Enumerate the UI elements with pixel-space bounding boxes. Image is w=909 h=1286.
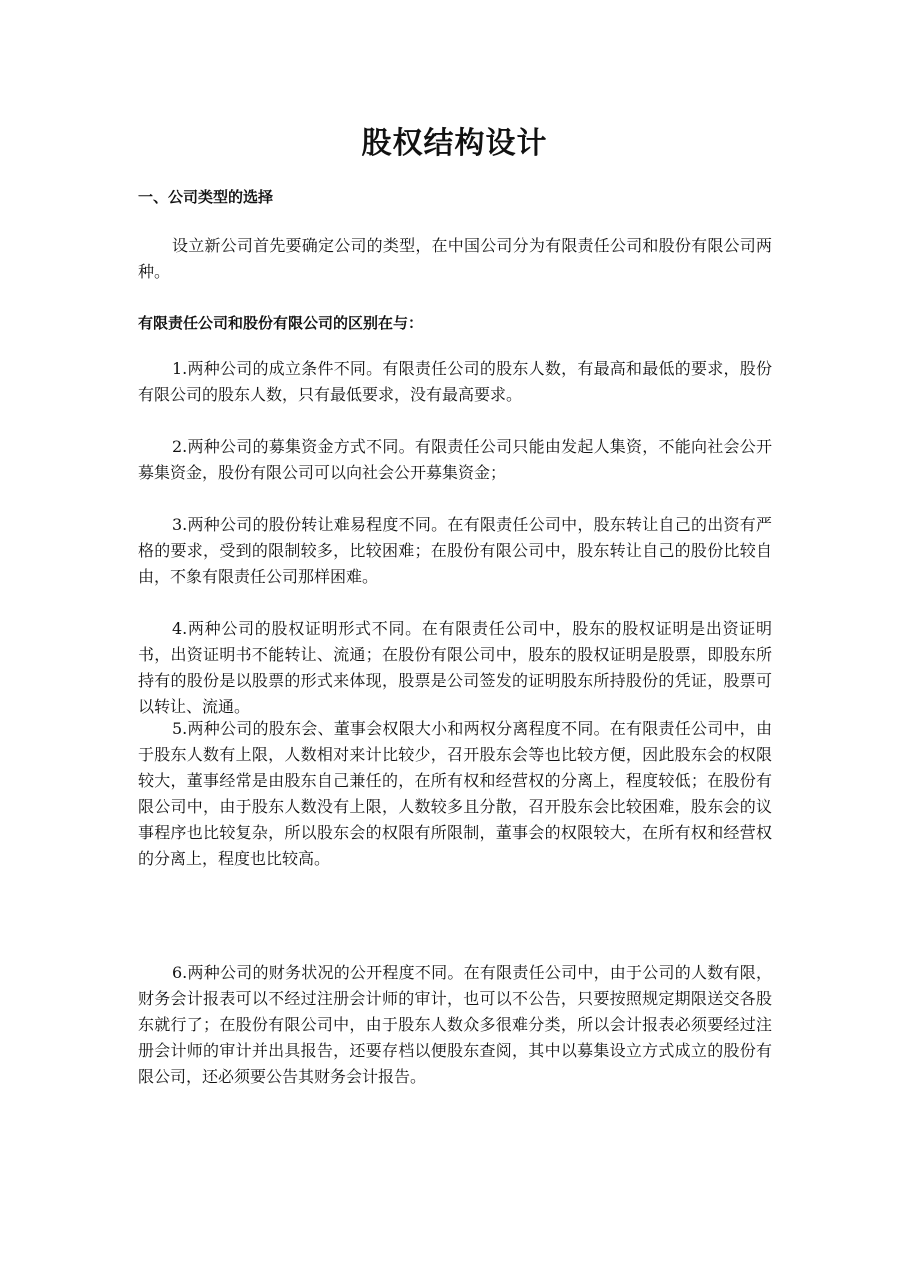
section-heading-company-type: 一、公司类型的选择 (138, 188, 274, 206)
page-title: 股权结构设计 (361, 126, 548, 161)
difference-point-4: 4.两种公司的股权证明形式不同。在有限责任公司中，股东的股权证明是出资证明书，出资证明书不能转让、流通；在股份有限公司中，股东的股权证明是股票，即股东所持有的股份是以股票的形式来体现，股票是公司签发的证明股东所持股份的凭证，股票可以转让、流通。 (138, 619, 772, 716)
difference-heading: 有限责任公司和股份有限公司的区别在与： (138, 314, 424, 332)
difference-point-6: 6.两种公司的财务状况的公开程度不同。在有限责任公司中，由于公司的人数有限，财务会计报表可以不经过注册会计师的审计，也可以不公告，只要按照规定期限送交各股东就行了；在股份有限公司中，由于股东人数众多很难分类，所以会计报表必须要经过注册会计师的审计并出具报告，还要存档以便股东查阅，其中以募集设立方式成立的股份有限公司，还必须要公告其财务会计报告。 (138, 963, 772, 1086)
difference-point-1: 1.两种公司的成立条件不同。有限责任公司的股东人数，有最高和最低的要求，股份有限公司的股东人数，只有最低要求，没有最高要求。 (138, 359, 772, 404)
difference-point-3: 3.两种公司的股份转让难易程度不同。在有限责任公司中，股东转让自己的出资有严格的要求，受到的限制较多，比较困难；在股份有限公司中，股东转让自己的股份比较自由，不象有限责任公司那样困难。 (138, 515, 772, 586)
difference-point-2: 2.两种公司的募集资金方式不同。有限责任公司只能由发起人集资，不能向社会公开募集资金，股份有限公司可以向社会公开募集资金； (138, 437, 772, 482)
intro-paragraph: 设立新公司首先要确定公司的类型，在中国公司分为有限责任公司和股份有限公司两种。 (138, 236, 772, 281)
difference-point-5: 5.两种公司的股东会、董事会权限大小和两权分离程度不同。在有限责任公司中，由于股东人数有上限，人数相对来计比较少，召开股东会等也比较方便，因此股东会的权限较大，董事经常是由股东自己兼任的，在所有权和经营权的分离上，程度较低；在股份有限公司中，由于股东人数没有上限，人数较多且分散，召开股东会比较困难，股东会的议事程序也比较复杂，所以股东会的权限有所限制，董事会的权限较大，在所有权和经营权的分离上，程度也比较高。 (138, 719, 772, 868)
